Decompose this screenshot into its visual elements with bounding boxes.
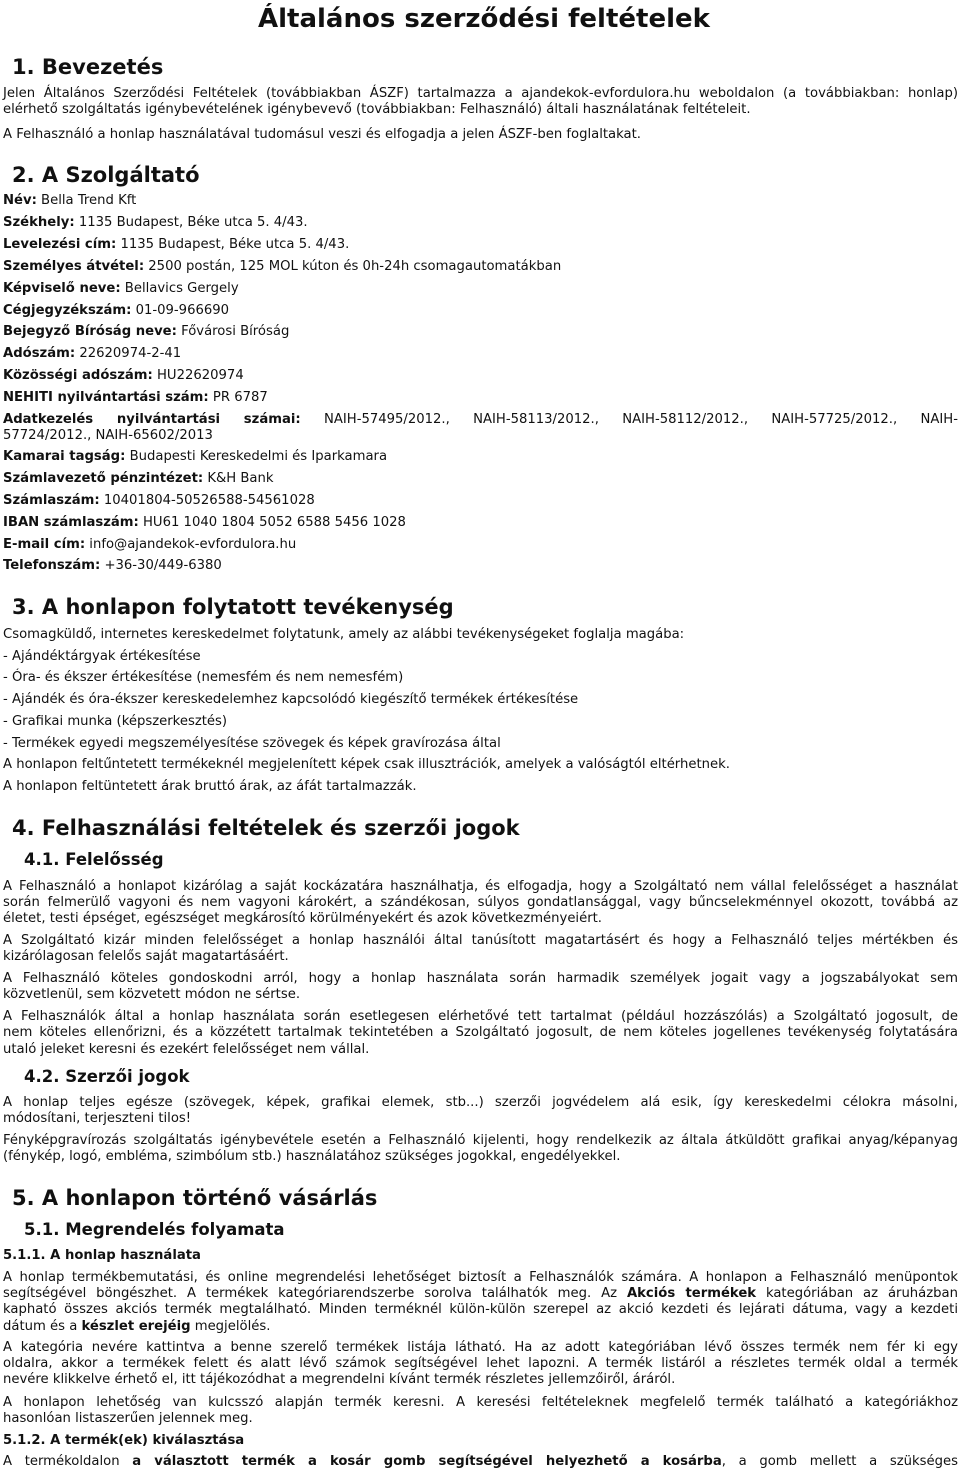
field-label: Kamarai tagság: [3,449,126,464]
field-label: Számlaszám: [3,493,100,508]
field-value: 22620974-2-41 [75,346,182,361]
section-5-1-1-paragraph-line: A honlap termékbemutatási, és online megrendelési lehetőséget biztosít a Felhasználók számára. A honlapon a Felhasználó menüpontok [3,1270,958,1285]
section-5-1-2-heading: 5.1.2. A termék(ek) kiválasztása [3,1433,245,1448]
section-3-line: - Termékek egyedi megszemélyesítése szövegek és képek gravírozása által [3,736,501,751]
section-4-heading: 4. Felhasználási feltételek és szerzői jogok [12,816,520,840]
section-3-line: Csomagküldő, internetes kereskedelmet folytatunk, amely az alábbi tevékenységeket foglalja magába: [3,627,685,642]
section-5-1-1-paragraph-line [3,1285,958,1302]
page-title: Általános szerződési feltételek [258,4,710,34]
email-link[interactable]: info@ajandekok-evfordulora.hu [85,537,297,552]
section-1-paragraph-line: Jelen Általános Szerződési Feltételek (továbbiakban ÁSZF) tartalmazza a ajandekok-evfordulora.hu weboldalon (a továbbiakban: honlap) [3,86,958,101]
section-4-2-paragraph-line: módosítani, terjeszteni tilos! [3,1111,192,1126]
provider-email-row [3,536,296,553]
section-2-heading: 2. A Szolgáltató [12,163,200,187]
section-4-1-paragraph-line: nem köteles ellenőrizni, és a közzétett tartalmak tekintetében a Szolgáltató jogosult, de nem köteles jogellenes tevékenység folytatására [3,1025,958,1040]
provider-seat-row [3,214,308,231]
field-label: Adatkezelés nyilvántartási számai: [3,412,301,427]
section-3-line: - Grafikai munka (képszerkesztés) [3,714,228,729]
field-value: Bellavics Gergely [120,281,239,296]
section-4-2-paragraph-line: (fénykép, logó, embléma, szimbólum stb.) használatához szükséges jogokkal, engedélyekkel. [3,1149,621,1164]
section-3-line: A honlapon feltüntetett árak bruttó árak, az áfát tartalmazzák. [3,779,417,794]
provider-tax-number-row [3,345,181,362]
field-label: Levelezési cím: [3,237,117,252]
section-3-line: A honlapon feltűntetett termékeknél megjelenített képek csak illusztrációk, amelyek a valóságtól eltérhetnek. [3,757,730,772]
section-1-heading: 1. Bevezetés [12,55,164,79]
section-4-1-paragraph-line: A Felhasználó a honlapot kizárólag a saját kockázatára használhatja, és elfogadja, hogy a Szolgáltató nem vállal felelősséget a használat [3,879,958,894]
section-5-1-2-paragraph-line [3,1453,958,1470]
field-label: Cégjegyzékszám: [3,303,132,318]
field-value: PR 6787 [208,390,268,405]
field-label: IBAN számlaszám: [3,515,139,530]
section-5-1-1-paragraph-line: A kategória nevére kattintva a benne szerelő termékek listája látható. Ha az adott kategóriában lévő összes termék nem fér ki egy [3,1340,958,1355]
field-value: K&H Bank [203,471,274,486]
section-4-1-paragraph-line: során felmerülő vagyoni és nem vagyoni károkért, a szándékosan, súlyos gondatlansággal, vagy bűncselekménnyel okozott, továbbá az [3,895,958,910]
provider-court-row [3,323,289,340]
section-4-1-heading: 4.1. Felelősség [24,850,164,869]
section-5-1-1-paragraph-line: A honlapon lehetőség van kulcsszó alapján termék keresni. A keresési feltételeknek megfelelő termék található a kategóriákhoz [3,1395,958,1410]
provider-registration-row [3,302,229,319]
text-run: , a gomb mellett a szükséges [721,1454,958,1469]
section-4-1-paragraph-line: utaló jeleket keresni és ezekért felelősséget nem vállal. [3,1042,370,1057]
field-label: Képviselő neve: [3,281,121,296]
section-3-line: - Ajándéktárgyak értékesítése [3,649,201,664]
field-value: 01-09-966690 [131,303,230,318]
field-label: Telefonszám: [3,558,101,573]
field-label: Közösségi adószám: [3,368,153,383]
section-5-1-1-paragraph-line: nevére klikkelve érhető el, itt tájékozódhat a megrendelni kívánt termék részletes jellemzőiről, áráról. [3,1372,676,1387]
provider-chamber-row [3,448,387,465]
section-4-1-paragraph-line: közvetlenül, sem közvetett módon ne sértse. [3,987,301,1002]
text-run: A termékoldalon [3,1454,133,1469]
section-5-heading: 5. A honlapon történő vásárlás [12,1186,378,1210]
field-value: HU61 1040 1804 5052 6588 5456 1028 [138,515,406,530]
bold-text-run: a választott termék a kosár gomb segítségével helyezhető a kosárba [132,1454,722,1469]
section-5-1-1-paragraph-line: hasonlóan listaszerűen jelennek meg. [3,1411,253,1426]
provider-representative-row [3,280,239,297]
provider-iban-row [3,514,406,531]
field-label: Bejegyző Bíróság neve: [3,324,177,339]
provider-nehiti-row [3,389,268,406]
provider-naih-row-continued: 57724/2012., NAIH-65602/2013 [3,428,213,443]
field-label: Név: [3,193,37,208]
text-run: segítségével böngészhet. A termékek kategóriarendszerbe sorolva találhatók meg. Az [3,1286,627,1301]
field-value: HU22620974 [152,368,244,383]
section-3-heading: 3. A honlapon folytatott tevékenység [12,595,454,619]
field-value: 1135 Budapest, Béke utca 5. 4/43. [74,215,308,230]
provider-eu-tax-row [3,367,244,384]
section-4-1-paragraph-line: kizárólagosan felelős saját magatartásáért. [3,949,289,964]
section-5-1-1-heading: 5.1.1. A honlap használata [3,1248,201,1263]
field-label: Székhely: [3,215,75,230]
provider-pickup-row [3,258,561,275]
section-5-1-1-paragraph-line: oldalra, akkor a termékek felett és alatt lévő számok segítségével lehet lapozni. A termék listáról a részletes termék oldal a termék [3,1356,958,1371]
field-label: Személyes átvétel: [3,259,145,274]
section-3-line: - Óra- és ékszer értékesítése (nemesfém és nem nemesfém) [3,670,404,685]
provider-account-row [3,492,315,509]
field-value: Fővárosi Bíróság [176,324,290,339]
provider-naih-row [3,411,958,428]
section-4-2-paragraph-line: A honlap teljes egésze (szövegek, képek, grafikai elemek, stb...) szerzői jogvédelem alá esik, így kereskedelmi célokra másolni, [3,1095,958,1110]
section-5-1-1-paragraph-line [3,1318,270,1335]
field-value: 1135 Budapest, Béke utca 5. 4/43. [116,237,350,252]
section-5-1-heading: 5.1. Megrendelés folyamata [24,1220,285,1239]
field-value: 10401804-50526588-54561028 [99,493,315,508]
field-value: Bella Trend Kft [36,193,137,208]
bold-text-run: készlet erejéig [81,1319,191,1334]
section-4-1-paragraph-line: A Felhasználók által a honlap használata során esetlegesen elérhetővé tett tartalmat (például hozzászólás) a Szolgáltató jogosult, de [3,1009,958,1024]
bold-text-run: Akciós termékek [626,1286,757,1301]
field-value: NAIH-57495/2012., NAIH-58113/2012., NAIH-58112/2012., NAIH-57725/2012., NAIH- [324,412,958,427]
section-3-line: - Ajándék és óra-ékszer kereskedelemhez kapcsolódó kiegészítő termékek értékesítése [3,692,579,707]
field-value: +36-30/449-6380 [100,558,222,573]
text-run: kategóriában az áruházban [756,1286,958,1301]
text-run: megjelölés. [190,1319,271,1334]
section-4-1-paragraph-line: A Szolgáltató kizár minden felelősséget a honlap használói által tanúsított magatartásért és hogy a Felhasználó teljes mértékben és [3,933,958,948]
provider-phone-row [3,557,222,574]
section-1-paragraph-line: elérhető szolgáltatás igénybevételének igénybevevő (továbbiakban: Felhasználó) általi használatának feltételeit. [3,102,751,117]
section-4-1-paragraph-line: életet, testi épséget, egészséget megkárosító körülményekért és azok következményeiért. [3,911,602,926]
field-label: Számlavezető pénzintézet: [3,471,204,486]
provider-mail-address-row [3,236,349,253]
field-value: Budapesti Kereskedelmi és Iparkamara [125,449,388,464]
field-label: E-mail cím: [3,537,86,552]
section-4-2-paragraph-line: Fényképgravírozás szolgáltatás igénybevétele esetén a Felhasználó kijelenti, hogy rendelkezik az általa átküldött grafikai anyag/képanyag [3,1133,958,1148]
section-1-paragraph: A Felhasználó a honlap használatával tudomásul veszi és elfogadja a jelen ÁSZF-ben foglaltakat. [3,127,641,142]
section-5-1-1-paragraph-line: kapható összes akciós termék megtalálható. Minden terméknél külön-külön szerepel az akció kezdeti és lejárati dátuma, vagy a kezdeti [3,1302,958,1317]
field-label: Adószám: [3,346,76,361]
text-run: dátum és a [3,1319,82,1334]
section-4-2-heading: 4.2. Szerzői jogok [24,1067,190,1086]
provider-name-row [3,192,136,209]
section-4-1-paragraph-line: A Felhasználó köteles gondoskodni arról, hogy a honlap használata során harmadik személyek jogait vagy a jogszabályokat sem [3,971,958,986]
field-label: NEHITI nyilvántartási szám: [3,390,209,405]
field-value: 2500 postán, 125 MOL kúton és 0h-24h csomagautomatákban [144,259,562,274]
provider-bank-row [3,470,274,487]
